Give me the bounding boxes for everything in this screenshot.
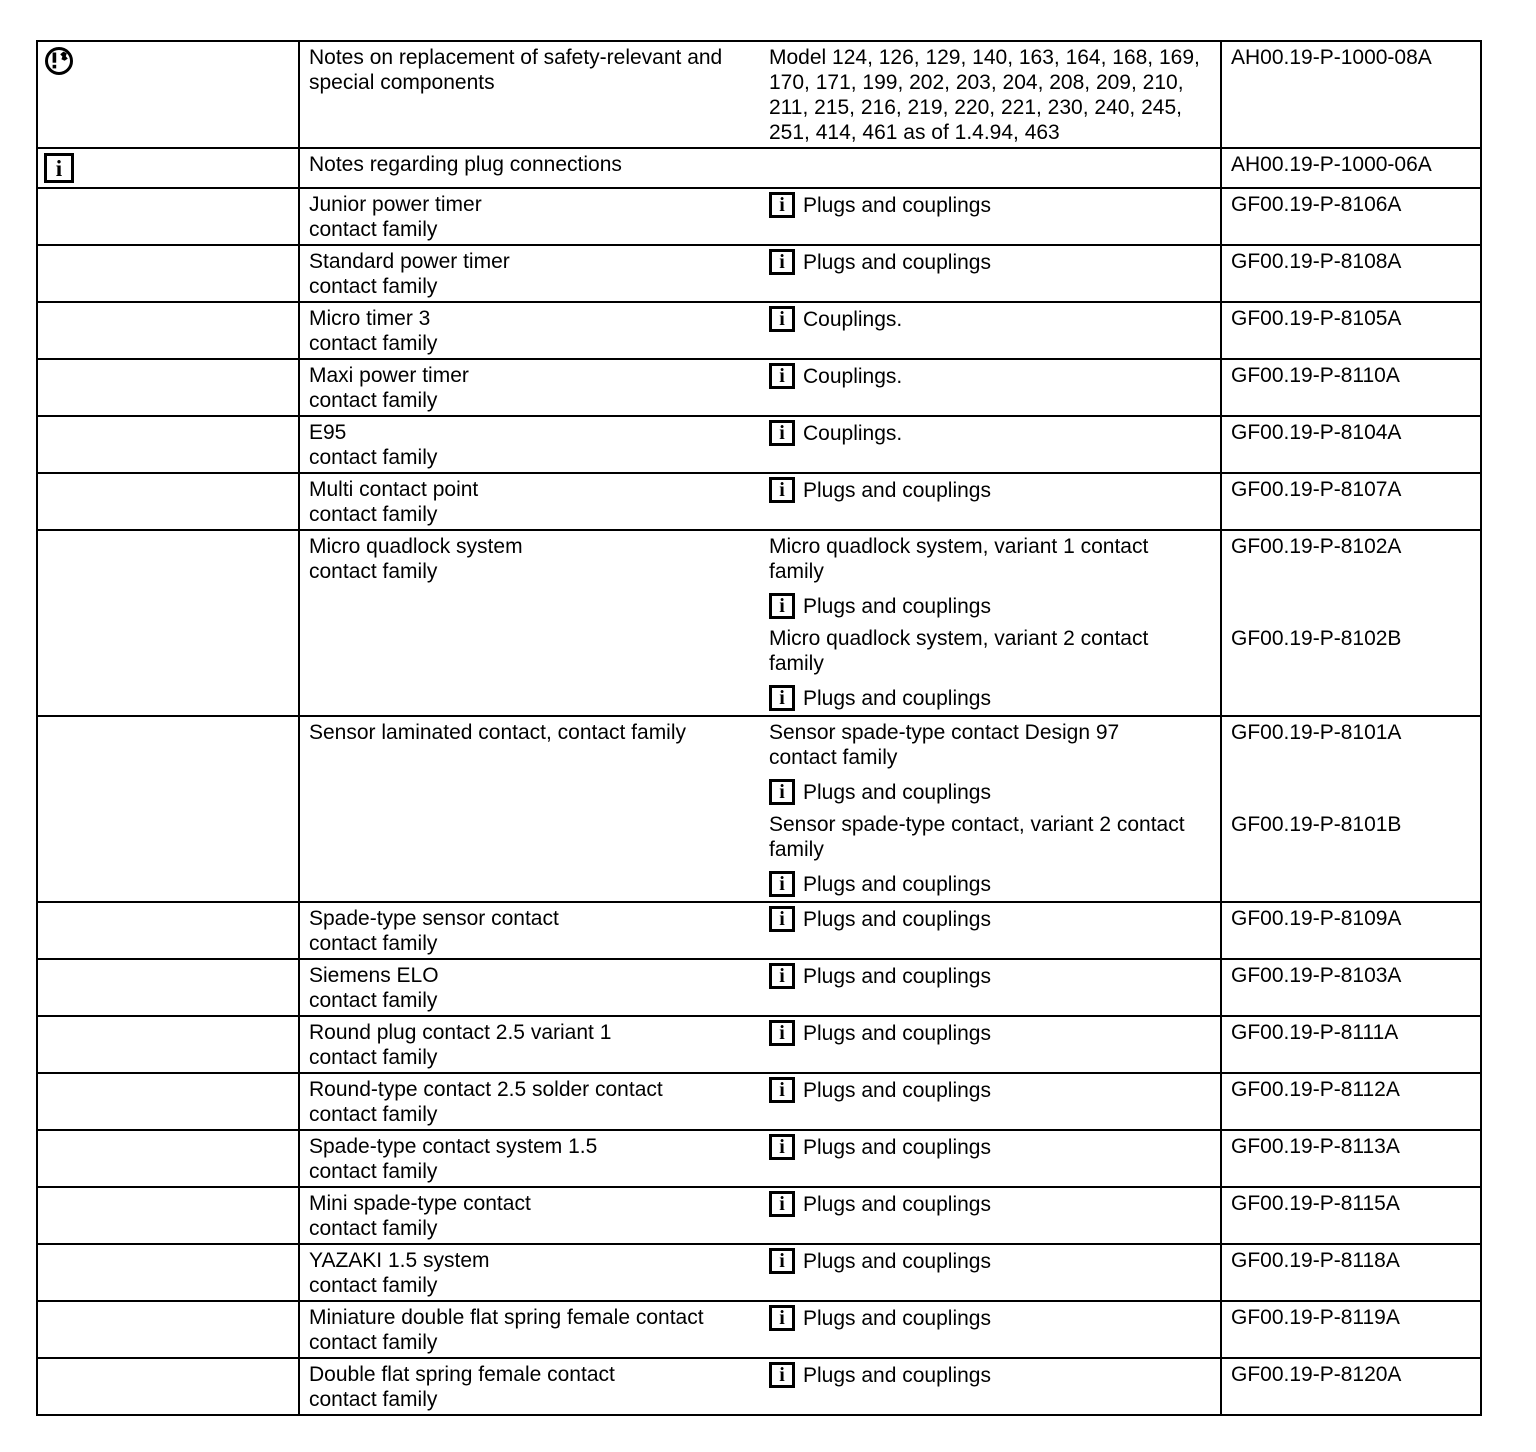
info-label: Plugs and couplings — [803, 964, 991, 988]
description-cell — [760, 903, 1220, 958]
info-label: Plugs and couplings — [803, 872, 991, 896]
item-name-cell — [298, 1359, 760, 1414]
info-link[interactable] — [769, 1077, 1211, 1103]
symbol-cell — [38, 903, 298, 958]
info-icon: i — [769, 906, 795, 932]
table-subrow — [760, 149, 1480, 187]
row-entries — [760, 360, 1480, 415]
info-icon: i — [769, 249, 795, 275]
item-name-line: contact family — [309, 1217, 438, 1240]
description-line: Model 124, 126, 129, 140, 163, 164, 168, 169, — [769, 46, 1200, 69]
symbol-cell — [38, 42, 298, 147]
symbol-cell — [38, 1131, 298, 1186]
symbol-cell — [38, 189, 298, 244]
description-cell — [760, 717, 1220, 809]
item-name-cell — [298, 417, 760, 472]
info-icon: i — [769, 685, 795, 711]
table-row — [38, 301, 1480, 358]
item-name-line: contact family — [309, 389, 438, 412]
description-line: Micro quadlock system, variant 2 contact — [769, 627, 1149, 650]
item-name-cell — [298, 1302, 760, 1357]
info-label: Plugs and couplings — [803, 686, 991, 710]
item-name-cell — [298, 717, 760, 901]
table-subrow — [760, 189, 1480, 244]
table-subrow — [760, 623, 1480, 715]
table-subrow — [760, 303, 1480, 358]
table-row — [38, 529, 1480, 715]
table-row — [38, 1243, 1480, 1300]
item-name-line: Multi contact point — [309, 478, 479, 501]
row-entries — [760, 531, 1480, 715]
info-label: Plugs and couplings — [803, 1021, 991, 1045]
description-line: family — [769, 652, 824, 675]
item-name-cell — [298, 960, 760, 1015]
description-cell — [760, 1131, 1220, 1186]
info-icon: i — [769, 1020, 795, 1046]
info-link[interactable] — [769, 1305, 1211, 1331]
document-code-cell: GF00.19-P-8101B — [1220, 809, 1480, 901]
document-code-cell: GF00.19-P-8110A — [1220, 360, 1480, 415]
item-name-line: contact family — [309, 275, 438, 298]
table-row — [38, 715, 1480, 901]
info-icon: i — [769, 1305, 795, 1331]
entry-description — [769, 626, 1211, 676]
table-subrow — [760, 1302, 1480, 1357]
info-link[interactable] — [769, 1191, 1211, 1217]
table-row — [38, 415, 1480, 472]
table-subrow — [760, 1131, 1480, 1186]
item-name-cell — [298, 189, 760, 244]
table-row — [38, 358, 1480, 415]
row-entries — [760, 1074, 1480, 1129]
item-name-cell — [298, 474, 760, 529]
row-entries — [760, 717, 1480, 901]
info-icon: i — [769, 593, 795, 619]
item-name-cell — [298, 303, 760, 358]
item-name-line: Spade-type contact system 1.5 — [309, 1135, 598, 1158]
info-link[interactable] — [769, 906, 1211, 932]
table-subrow — [760, 809, 1480, 901]
description-cell — [760, 42, 1220, 147]
info-icon: i — [769, 363, 795, 389]
info-label: Plugs and couplings — [803, 478, 991, 502]
symbol-cell — [38, 531, 298, 715]
info-label: Plugs and couplings — [803, 907, 991, 931]
item-name-line: Spade-type sensor contact — [309, 907, 559, 930]
item-name-line: Round plug contact 2.5 variant 1 — [309, 1021, 612, 1044]
symbol-cell — [38, 474, 298, 529]
info-label: Plugs and couplings — [803, 1192, 991, 1216]
table-subrow — [760, 903, 1480, 958]
table-row — [38, 147, 1480, 187]
info-link[interactable] — [769, 1362, 1211, 1388]
item-name-cell — [298, 246, 760, 301]
item-name-line: Micro quadlock system — [309, 535, 523, 558]
info-label: Couplings. — [803, 307, 903, 331]
document-code-cell: GF00.19-P-8119A — [1220, 1302, 1480, 1357]
document-code-cell: GF00.19-P-8103A — [1220, 960, 1480, 1015]
item-name-cell — [298, 1131, 760, 1186]
row-entries — [760, 1017, 1480, 1072]
table-row — [38, 901, 1480, 958]
row-entries — [760, 42, 1480, 147]
table-subrow — [760, 531, 1480, 623]
item-name-line: Miniature double flat spring female contact — [309, 1306, 704, 1329]
row-entries — [760, 1188, 1480, 1243]
description-cell — [760, 149, 1220, 187]
item-name-line: Micro timer 3 — [309, 307, 431, 330]
table-subrow — [760, 1074, 1480, 1129]
description-cell — [760, 1017, 1220, 1072]
item-name-line: contact family — [309, 218, 438, 241]
document-code-cell: GF00.19-P-8106A — [1220, 189, 1480, 244]
info-link[interactable] — [769, 477, 1211, 503]
table-row — [38, 187, 1480, 244]
info-icon: i — [769, 871, 795, 897]
symbol-cell — [38, 303, 298, 358]
reference-table — [36, 40, 1482, 1416]
entry-description — [769, 720, 1211, 770]
info-link[interactable] — [769, 593, 1211, 619]
document-code-cell: GF00.19-P-8104A — [1220, 417, 1480, 472]
document-code-cell: GF00.19-P-8118A — [1220, 1245, 1480, 1300]
entry-description — [769, 45, 1211, 145]
info-link[interactable] — [769, 249, 1211, 275]
table-subrow — [760, 1359, 1480, 1414]
table-subrow — [760, 1188, 1480, 1243]
description-cell — [760, 417, 1220, 472]
info-label: Plugs and couplings — [803, 1078, 991, 1102]
row-entries — [760, 189, 1480, 244]
item-name-line: Junior power timer — [309, 193, 482, 216]
info-icon: i — [769, 779, 795, 805]
table-row — [38, 1015, 1480, 1072]
symbol-cell — [38, 960, 298, 1015]
description-line: Sensor spade-type contact Design 97 — [769, 721, 1120, 744]
table-row — [38, 1186, 1480, 1243]
description-cell — [760, 246, 1220, 301]
entry-description — [769, 534, 1211, 584]
description-line: family — [769, 560, 824, 583]
item-name-cell — [298, 360, 760, 415]
info-link[interactable] — [769, 1134, 1211, 1160]
table-subrow — [760, 474, 1480, 529]
description-line: 170, 171, 199, 202, 203, 204, 208, 209, 210, — [769, 71, 1184, 94]
table-row — [38, 1072, 1480, 1129]
table-row — [38, 472, 1480, 529]
info-link[interactable] — [769, 779, 1211, 805]
info-label: Plugs and couplings — [803, 1306, 991, 1330]
info-link[interactable] — [769, 685, 1211, 711]
table-subrow — [760, 246, 1480, 301]
safety-relevant-icon — [44, 46, 74, 76]
item-name-line: contact family — [309, 1103, 438, 1126]
info-link[interactable] — [769, 1248, 1211, 1274]
info-link[interactable] — [769, 420, 1211, 446]
info-icon: i — [769, 963, 795, 989]
document-code-cell: GF00.19-P-8112A — [1220, 1074, 1480, 1129]
row-entries — [760, 303, 1480, 358]
table-subrow — [760, 417, 1480, 472]
row-entries — [760, 246, 1480, 301]
description-cell — [760, 1359, 1220, 1414]
item-name-line: contact family — [309, 1046, 438, 1069]
item-name-line: Maxi power timer — [309, 364, 469, 387]
item-name-cell — [298, 42, 760, 147]
description-line: family — [769, 838, 824, 861]
entry-description — [769, 812, 1211, 862]
symbol-cell — [38, 1017, 298, 1072]
document-code-cell: GF00.19-P-8107A — [1220, 474, 1480, 529]
info-icon: i — [769, 420, 795, 446]
info-label: Plugs and couplings — [803, 780, 991, 804]
item-name-line: contact family — [309, 989, 438, 1012]
row-entries — [760, 417, 1480, 472]
symbol-cell — [38, 1302, 298, 1357]
row-entries — [760, 1245, 1480, 1300]
document-code-cell: GF00.19-P-8102B — [1220, 623, 1480, 715]
table-row — [38, 1129, 1480, 1186]
description-cell — [760, 1188, 1220, 1243]
symbol-cell — [38, 417, 298, 472]
description-cell — [760, 360, 1220, 415]
info-label: Plugs and couplings — [803, 1135, 991, 1159]
row-entries — [760, 1302, 1480, 1357]
item-name-line: special components — [309, 71, 495, 94]
description-line: Sensor spade-type contact, variant 2 contact — [769, 813, 1185, 836]
item-name-cell — [298, 149, 760, 187]
item-name-line: YAZAKI 1.5 system — [309, 1249, 490, 1272]
info-link[interactable] — [769, 192, 1211, 218]
symbol-cell — [38, 1074, 298, 1129]
table-subrow — [760, 717, 1480, 809]
item-name-cell — [298, 1074, 760, 1129]
description-line: contact family — [769, 746, 898, 769]
item-name-line: Notes regarding plug connections — [309, 153, 622, 176]
info-icon: i — [769, 1077, 795, 1103]
info-link[interactable] — [769, 306, 1211, 332]
description-cell — [760, 1245, 1220, 1300]
info-link[interactable] — [769, 963, 1211, 989]
item-name-line: contact family — [309, 446, 438, 469]
symbol-cell — [38, 246, 298, 301]
symbol-cell — [38, 717, 298, 901]
row-entries — [760, 1131, 1480, 1186]
item-name-cell — [298, 903, 760, 958]
description-cell — [760, 189, 1220, 244]
item-name-line: contact family — [309, 503, 438, 526]
table-subrow — [760, 1245, 1480, 1300]
description-line: Micro quadlock system, variant 1 contact — [769, 535, 1149, 558]
symbol-cell — [38, 149, 298, 187]
description-cell — [760, 1074, 1220, 1129]
document-code-cell: GF00.19-P-8102A — [1220, 531, 1480, 623]
table-row — [38, 1300, 1480, 1357]
item-name-line: Notes on replacement of safety-relevant and — [309, 46, 723, 69]
description-line: 251, 414, 461 as of 1.4.94, 463 — [769, 121, 1060, 144]
item-name-line: contact family — [309, 332, 438, 355]
description-cell — [760, 474, 1220, 529]
table-row — [38, 42, 1480, 147]
row-entries — [760, 903, 1480, 958]
info-label: Couplings. — [803, 364, 903, 388]
info-icon: i — [769, 1191, 795, 1217]
symbol-info-icon: i — [44, 153, 74, 183]
symbol-cell — [38, 1245, 298, 1300]
info-label: Couplings. — [803, 421, 903, 445]
document-code-cell: GF00.19-P-8120A — [1220, 1359, 1480, 1414]
description-cell — [760, 623, 1220, 715]
item-name-line: contact family — [309, 1274, 438, 1297]
item-name-line: contact family — [309, 932, 438, 955]
description-cell — [760, 531, 1220, 623]
info-icon: i — [769, 1134, 795, 1160]
info-icon: i — [769, 1362, 795, 1388]
info-link[interactable] — [769, 1020, 1211, 1046]
item-name-line: Double flat spring female contact — [309, 1363, 615, 1386]
info-link[interactable] — [769, 363, 1211, 389]
table-row — [38, 958, 1480, 1015]
document-code-cell: GF00.19-P-8101A — [1220, 717, 1480, 809]
symbol-cell — [38, 1359, 298, 1414]
info-icon: i — [769, 477, 795, 503]
row-entries — [760, 1359, 1480, 1414]
document-code-cell: GF00.19-P-8111A — [1220, 1017, 1480, 1072]
symbol-cell — [38, 1188, 298, 1243]
item-name-line: Siemens ELO — [309, 964, 439, 987]
table-subrow — [760, 42, 1480, 147]
item-name-line: contact family — [309, 560, 438, 583]
info-icon: i — [769, 306, 795, 332]
info-label: Plugs and couplings — [803, 1249, 991, 1273]
table-row — [38, 1357, 1480, 1414]
symbol-cell — [38, 360, 298, 415]
info-label: Plugs and couplings — [803, 1363, 991, 1387]
info-label: Plugs and couplings — [803, 193, 991, 217]
item-name-line: E95 — [309, 421, 347, 444]
row-entries — [760, 474, 1480, 529]
info-link[interactable] — [769, 871, 1211, 897]
document-code-cell: GF00.19-P-8105A — [1220, 303, 1480, 358]
info-icon: i — [769, 192, 795, 218]
item-name-cell — [298, 1188, 760, 1243]
item-name-cell — [298, 1017, 760, 1072]
item-name-line: contact family — [309, 1160, 438, 1183]
item-name-line: Round-type contact 2.5 solder contact — [309, 1078, 663, 1101]
document-code-cell: GF00.19-P-8108A — [1220, 246, 1480, 301]
info-icon: i — [769, 1248, 795, 1274]
item-name-line: Mini spade-type contact — [309, 1192, 531, 1215]
table-subrow — [760, 960, 1480, 1015]
description-cell — [760, 1302, 1220, 1357]
table-row — [38, 244, 1480, 301]
item-name-line: contact family — [309, 1388, 438, 1411]
table-subrow — [760, 360, 1480, 415]
item-name-line: contact family — [309, 1331, 438, 1354]
info-label: Plugs and couplings — [803, 594, 991, 618]
description-cell — [760, 960, 1220, 1015]
document-code-cell: AH00.19-P-1000-06A — [1220, 149, 1480, 187]
description-cell — [760, 303, 1220, 358]
info-label: Plugs and couplings — [803, 250, 991, 274]
table-subrow — [760, 1017, 1480, 1072]
document-code-cell: GF00.19-P-8113A — [1220, 1131, 1480, 1186]
item-name-cell — [298, 531, 760, 715]
document-code-cell: GF00.19-P-8115A — [1220, 1188, 1480, 1243]
document-code-cell: AH00.19-P-1000-08A — [1220, 42, 1480, 147]
description-line: 211, 215, 216, 219, 220, 221, 230, 240, 245, — [769, 96, 1182, 119]
row-entries — [760, 149, 1480, 187]
item-name-line: Sensor laminated contact, contact family — [309, 721, 687, 744]
description-cell — [760, 809, 1220, 901]
item-name-cell — [298, 1245, 760, 1300]
document-code-cell: GF00.19-P-8109A — [1220, 903, 1480, 958]
item-name-line: Standard power timer — [309, 250, 510, 273]
row-entries — [760, 960, 1480, 1015]
